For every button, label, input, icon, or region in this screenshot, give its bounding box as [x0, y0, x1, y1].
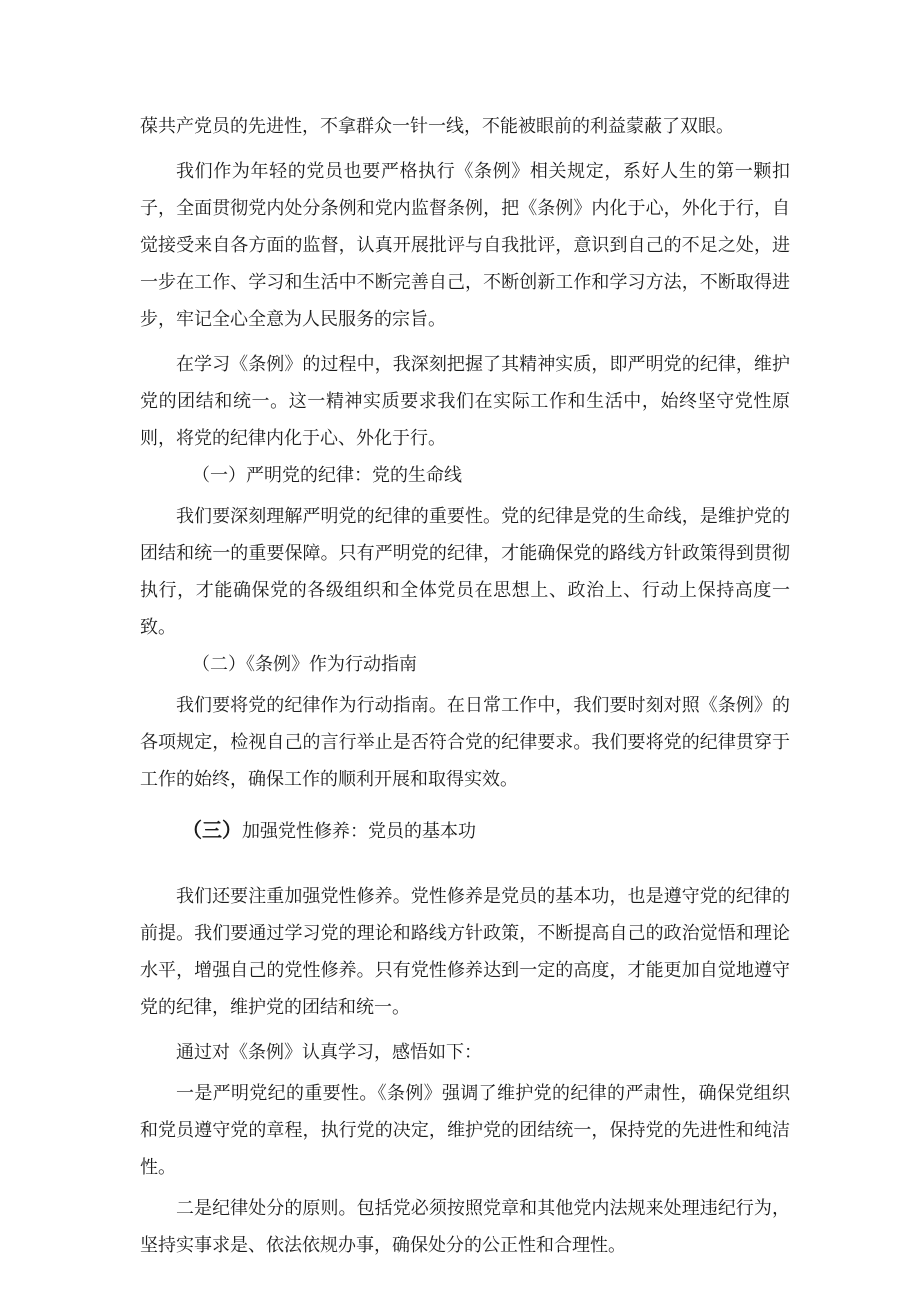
paragraph-reflections-intro: 通过对《条例》认真学习，感悟如下：	[176, 1042, 482, 1063]
paragraph-continuation: 葆共产党员的先进性，不拿群众一针一线，不能被眼前的利益蒙蔽了双眼。	[140, 116, 734, 137]
section-heading-3-title: 加强党性修养：党员的基本功	[242, 821, 476, 842]
section-heading-3	[140, 812, 790, 850]
paragraph-point-two: 二是纪律处分的原则。包括党必须按照党章和其他党内法规来处理违纪行为，坚持实事求是、依法依规办事，确保处分的公正性和合理性。	[140, 1198, 790, 1256]
document-body	[140, 108, 790, 1264]
section-heading-3-number: （三）	[182, 818, 242, 842]
section-heading-2: （二）《条例》作为行动指南	[192, 654, 417, 675]
paragraph-party-spirit: 我们还要注重加强党性修养。党性修养是党员的基本功，也是遵守党的纪律的前提。我们要通过学习党的理论和路线方针政策，不断提高自己的政治觉悟和理论水平，增强自己的党性修养。只有党性修养达到一定的高度，才能更加自觉地遵守党的纪律，维护党的团结和统一。	[140, 886, 790, 1018]
paragraph-point-one: 一是严明党纪的重要性。《条例》强调了维护党的纪律的严肃性，确保党组织和党员遵守党的章程，执行党的决定，维护党的团结统一，保持党的先进性和纯洁性。	[140, 1083, 790, 1178]
paragraph-young-members: 我们作为年轻的党员也要严格执行《条例》相关规定，系好人生的第一颗扣子，全面贯彻党内处分条例和党内监督条例，把《条例》内化于心，外化于行，自觉接受来自各方面的监督，认真开展批评与自我批评，意识到自己的不足之处，进一步在工作、学习和生活中不断完善自己，不断创新工作和学习方法，不断取得进步，牢记全心全意为人民服务的宗旨。	[140, 161, 790, 330]
paragraph-spirit-essence: 在学习《条例》的过程中，我深刻把握了其精神实质，即严明党的纪律，维护党的团结和统一。这一精神实质要求我们在实际工作和生活中，始终坚守党性原则，将党的纪律内化于心、外化于行。	[140, 354, 790, 449]
section-heading-1: （一）严明党的纪律：党的生命线	[192, 465, 462, 486]
paragraph-action-guide: 我们要将党的纪律作为行动指南。在日常工作中，我们要时刻对照《条例》的各项规定，检视自己的言行举止是否符合党的纪律要求。我们要将党的纪律贯穿于工作的始终，确保工作的顺利开展和取得实效。	[140, 695, 790, 790]
paragraph-discipline-lifeline: 我们要深刻理解严明党的纪律的重要性。党的纪律是党的生命线，是维护党的团结和统一的重要保障。只有严明党的纪律，才能确保党的路线方针政策得到贯彻执行，才能确保党的各级组织和全体党员在思想上、政治上、行动上保持高度一致。	[140, 506, 790, 638]
